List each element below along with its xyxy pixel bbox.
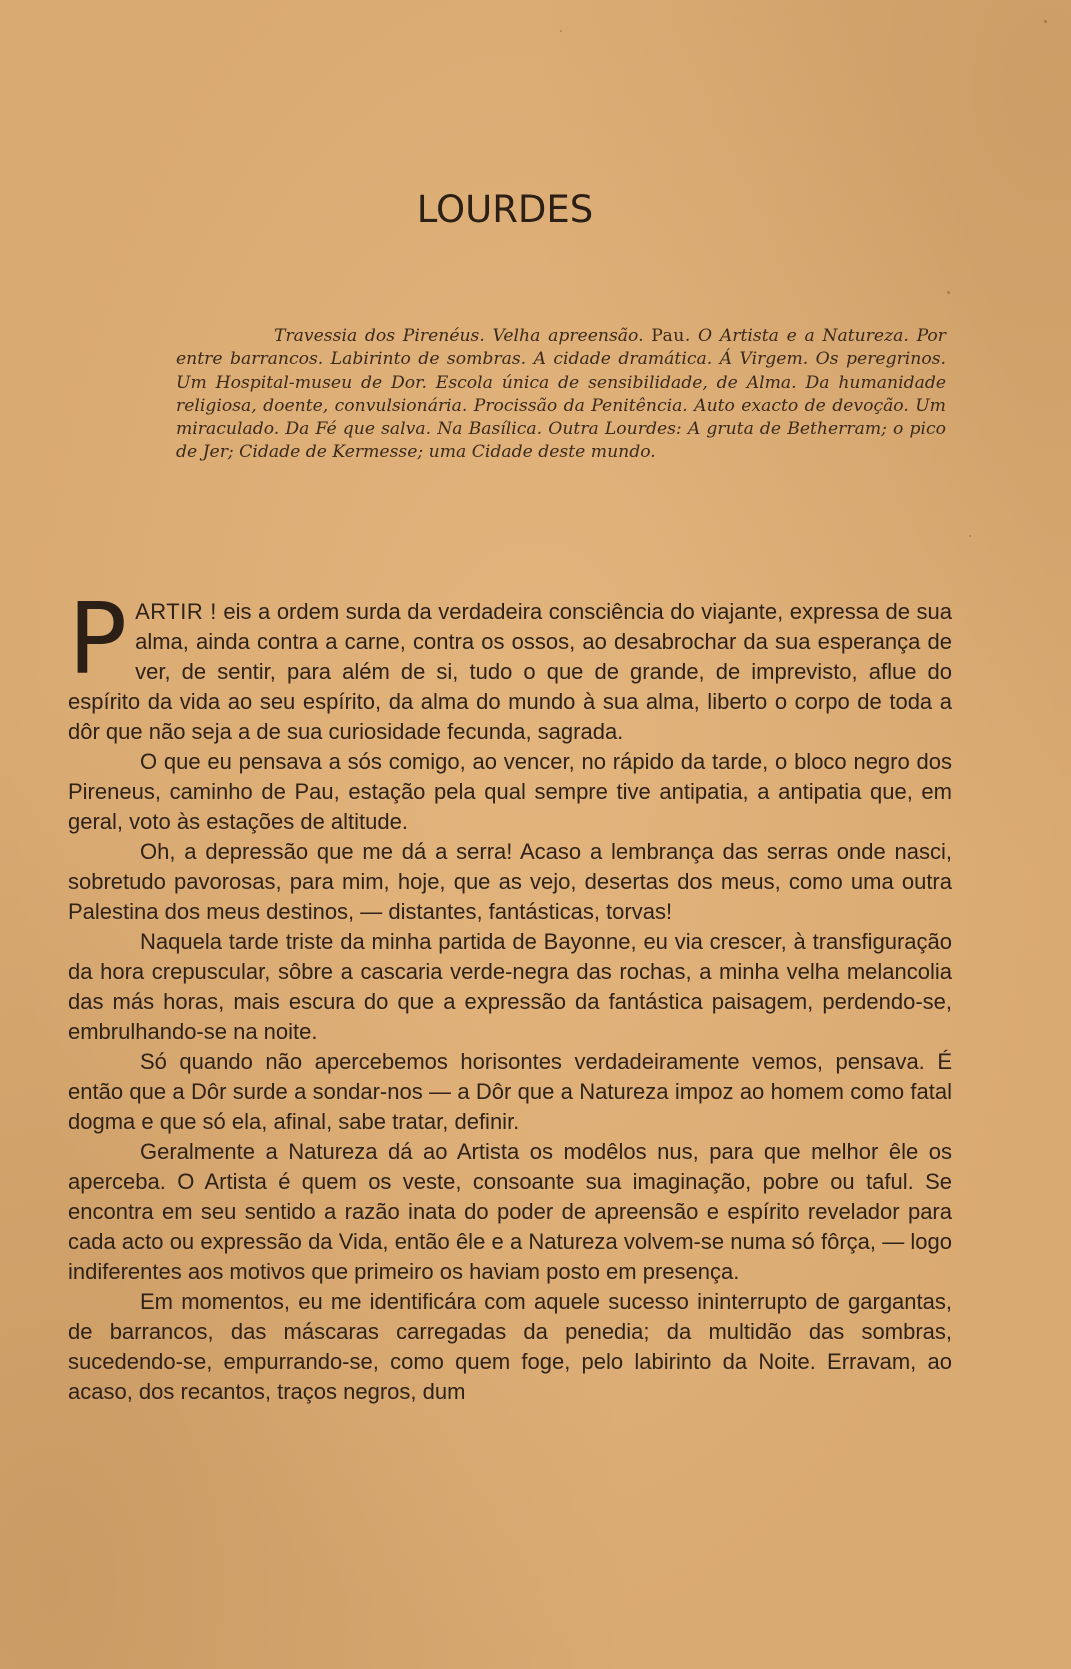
summary-text-rest: . O Artista e a Natureza. Por entre barrancos. Labirinto de sombras. A cidade dramática. Á Virgem. Os peregrinos. Um Hospital-museu de Dor. Escola única de sensibilidade, de Alma. Da humanidade religiosa, doente, convulsionária. Procissão da Penitência. Auto exacto de devoção. Um miraculado. Da Fé que salva. Na Basílica. Outra Lourdes: A gruta de Betherram; o pico de Jer; Cidade de Kermesse; uma Cidade deste mundo. — [176, 326, 946, 463]
paragraph-1-text: eis a ordem surda da verdadeira consciência do viajante, expressa de sua alma, ainda contra a carne, contra os ossos, ao desabrochar da sua esperança de ver, de sentir, para além de si, tudo o que de grande, de imprevisto, aflue do espírito da vida ao seu espírito, da alma do mundo à sua alma, liberto o corpo de toda a dôr que não seja a de sua curiosidade fecunda, sagrada. — [68, 599, 953, 744]
paragraph-7: Em momentos, eu me identificára com aquele sucesso ininterrupto de gargantas, de barrancos, das máscaras carregadas da penedia; da multidão das sombras, sucedendo-se, empurrando-se, como quem foge, pelo labirinto da Noite. Erravam, ao acaso, dos recantos, traços negros, dum — [68, 1289, 952, 1404]
paragraph-4: Naquela tarde triste da minha partida de Bayonne, eu via crescer, à transfiguração da hora crepuscular, sôbre a cascaria verde-negra das rochas, a minha velha melancolia das más horas, mais escura do que a expressão da fantástica paisagem, perdendo-se, embrulhando-se na noite. — [68, 929, 952, 1044]
paragraph-6: Geralmente a Natureza dá ao Artista os modêlos nus, para que melhor êle os aperceba. O Artista é quem os veste, consoante sua imaginação, pobre ou taful. Se encontra em seu sentido a razão inata do poder de apreensão e espírito revelador para cada acto ou expressão da Vida, então êle e a Natureza volvem-se numa só fôrça, — logo indiferentes aos motivos que primeiro os haviam posto em presença. — [68, 1139, 952, 1284]
chapter-body — [68, 583, 953, 1407]
paper-speck — [969, 535, 971, 537]
chapter-title: LOURDES — [416, 188, 594, 231]
paragraph-1 — [68, 583, 953, 747]
paper-speck — [560, 30, 562, 32]
paragraph-5: Só quando não apercebemos horisontes verdadeiramente vemos, pensava. É então que a Dôr surde a sondar-nos — a Dôr que a Natureza impoz ao homem como fatal dogma e que só ela, afinal, sabe tratar, definir. — [68, 1049, 952, 1134]
paragraph-3: Oh, a depressão que me dá a serra! Acaso a lembrança das serras onde nasci, sobretudo pavorosas, para mim, hoje, que as vejo, desertas dos meus, como uma outra Palestina dos meus destinos, — distantes, fantásticas, torvas! — [68, 839, 952, 924]
summary-text-start: Travessia dos Pirenéus. Velha apreensão. — [274, 326, 652, 346]
drop-cap: P — [68, 583, 128, 697]
chapter-summary — [176, 325, 946, 465]
paragraph-2: O que eu pensava a sós comigo, ao vencer, no rápido da tarde, o bloco negro dos Pireneus, caminho de Pau, estação pela qual sempre tive antipatia, a antipatia que, em geral, voto às estações de altitude. — [68, 749, 952, 834]
summary-pau: Pau — [651, 326, 685, 346]
paper-speck — [1044, 20, 1047, 23]
paper-speck — [947, 291, 950, 294]
lead-word: ARTIR ! — [135, 599, 217, 624]
